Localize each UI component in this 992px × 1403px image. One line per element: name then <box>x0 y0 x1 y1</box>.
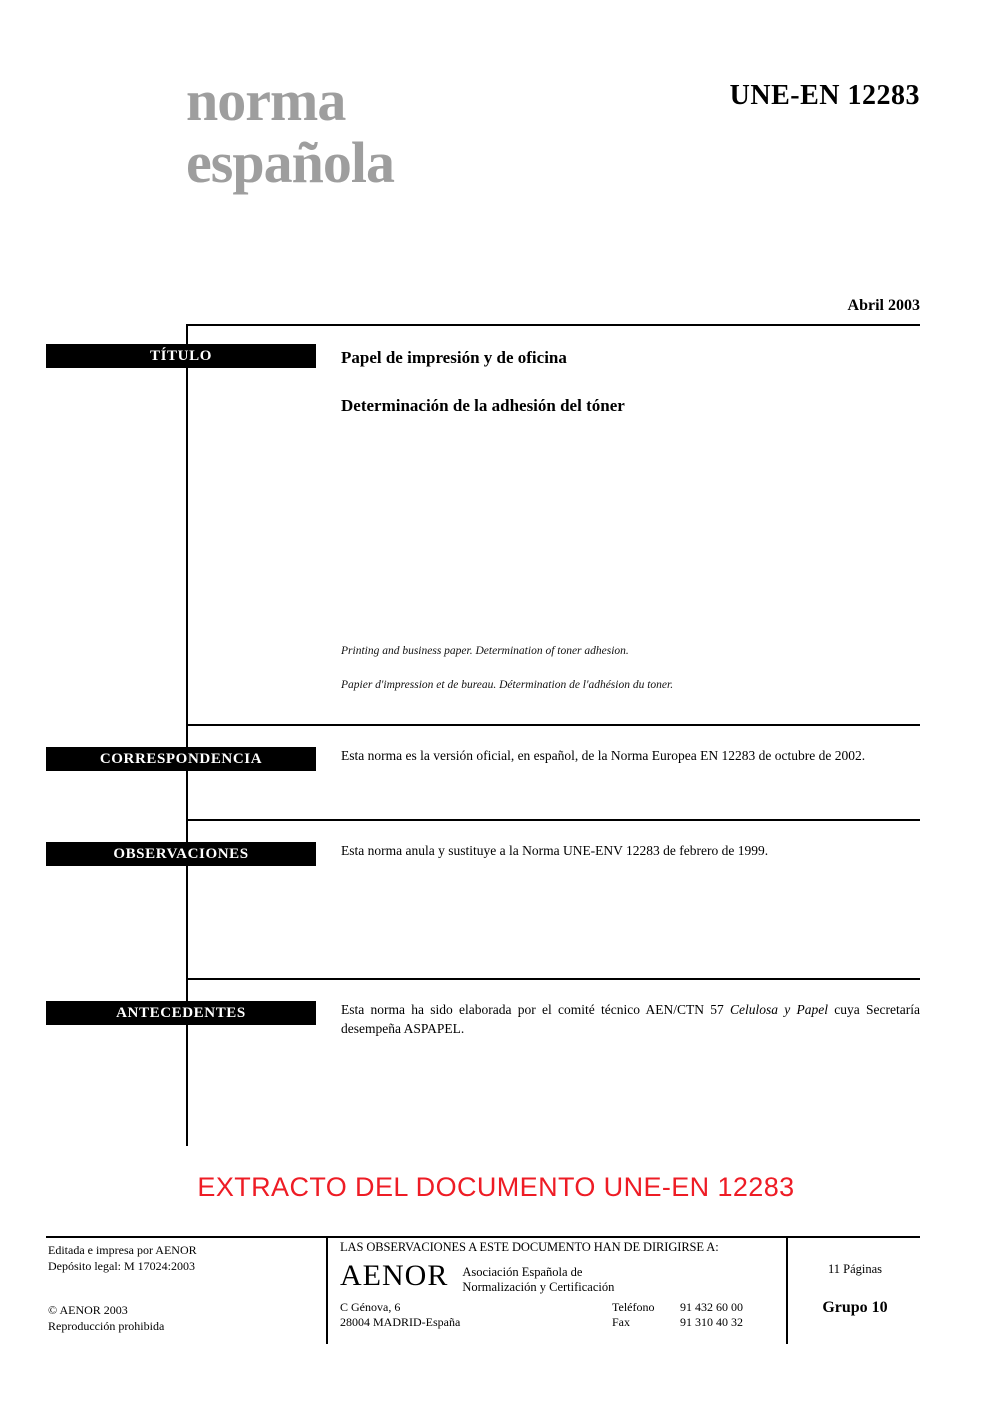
group-number: Grupo 10 <box>822 1299 888 1316</box>
title-french: Papier d'impression et de bureau. Détermination de l'adhésion du toner. <box>341 679 674 691</box>
antecedentes-block <box>341 1000 920 1038</box>
aenor-wordmark: AENOR <box>340 1259 449 1292</box>
footer-telephone-value: 91 432 60 00 <box>680 1300 743 1314</box>
footer-address-line-1: C Génova, 6 <box>340 1300 401 1314</box>
title-spanish-2: Determinación de la adhesión del tóner <box>341 396 625 415</box>
standard-code: UNE-EN 12283 <box>729 80 920 111</box>
antecedentes-text <box>341 1000 920 1038</box>
rule-correspondencia <box>186 724 920 726</box>
publication-date: Abril 2003 <box>847 297 920 314</box>
antecedentes-text-after: cuya Secretaría desempeña ASPAPEL. <box>341 1002 920 1036</box>
rule-observaciones <box>186 819 920 821</box>
title-english: Printing and business paper. Determination of toner adhesion. <box>341 645 629 657</box>
footer-fax-label: Fax <box>612 1315 630 1329</box>
footer-phone-labels <box>612 1300 654 1330</box>
antecedentes-text-italic: Celulosa y Papel <box>730 1002 829 1017</box>
aenor-subtitle <box>462 1265 614 1295</box>
observaciones-text: Esta norma anula y sustituye a la Norma UNE-ENV 12283 de febrero de 1999. <box>341 843 769 858</box>
page-count: 11 Páginas <box>827 1262 883 1276</box>
footer-edited-by: Editada e impresa por AENOR <box>48 1243 197 1257</box>
footer-contact <box>340 1240 772 1295</box>
footer-fax-value: 91 310 40 32 <box>680 1315 743 1329</box>
vrule-correspondencia <box>186 724 188 819</box>
masthead <box>186 70 706 194</box>
vrule-titulo <box>186 324 188 724</box>
footer-observations-notice: LAS OBSERVACIONES A ESTE DOCUMENTO HAN DE DIRIGIRSE A: <box>340 1240 719 1254</box>
footer-separator-left <box>326 1236 328 1344</box>
aenor-subtitle-line-1: Asociación Española de <box>462 1265 583 1279</box>
title-block <box>341 347 920 417</box>
title-translations <box>341 643 920 693</box>
footer-legal-deposit: Depósito legal: M 17024:2003 <box>48 1259 195 1273</box>
footer-phone-values <box>680 1300 743 1330</box>
footer-publisher <box>48 1242 308 1334</box>
footer-rule <box>46 1236 920 1238</box>
extract-banner: EXTRACTO DEL DOCUMENTO UNE-EN 12283 <box>197 1172 795 1202</box>
footer-reproduction-notice: Reproducción prohibida <box>48 1319 165 1333</box>
masthead-line-2: española <box>186 130 394 195</box>
antecedentes-text-before: Esta norma ha sido elaborada por el comité técnico AEN/CTN 57 <box>341 1002 731 1017</box>
section-chip-titulo: TÍTULO <box>46 344 316 368</box>
footer-copyright: © AENOR 2003 <box>48 1303 128 1317</box>
aenor-subtitle-line-2: Normalización y Certificación <box>462 1280 615 1294</box>
section-chip-antecedentes: ANTECEDENTES <box>46 1001 316 1025</box>
observaciones-block <box>341 841 920 860</box>
title-spanish-1: Papel de impresión y de oficina <box>341 348 567 367</box>
section-chip-correspondencia: CORRESPONDENCIA <box>46 747 316 771</box>
footer-address-line-2: 28004 MADRID-España <box>340 1315 461 1329</box>
aenor-logo-row <box>340 1259 772 1295</box>
section-chip-observaciones: OBSERVACIONES <box>46 842 316 866</box>
masthead-line-1: norma <box>186 68 346 133</box>
rule-top <box>186 324 920 326</box>
footer-separator-right <box>786 1236 788 1344</box>
rule-antecedentes <box>186 978 920 980</box>
footer-address <box>340 1300 460 1330</box>
footer-meta <box>790 1262 920 1317</box>
correspondencia-block <box>341 746 920 765</box>
footer-telephone-label: Teléfono <box>612 1300 655 1314</box>
correspondencia-text: Esta norma es la versión oficial, en español, de la Norma Europea EN 12283 de octubre de 2002. <box>341 748 866 763</box>
